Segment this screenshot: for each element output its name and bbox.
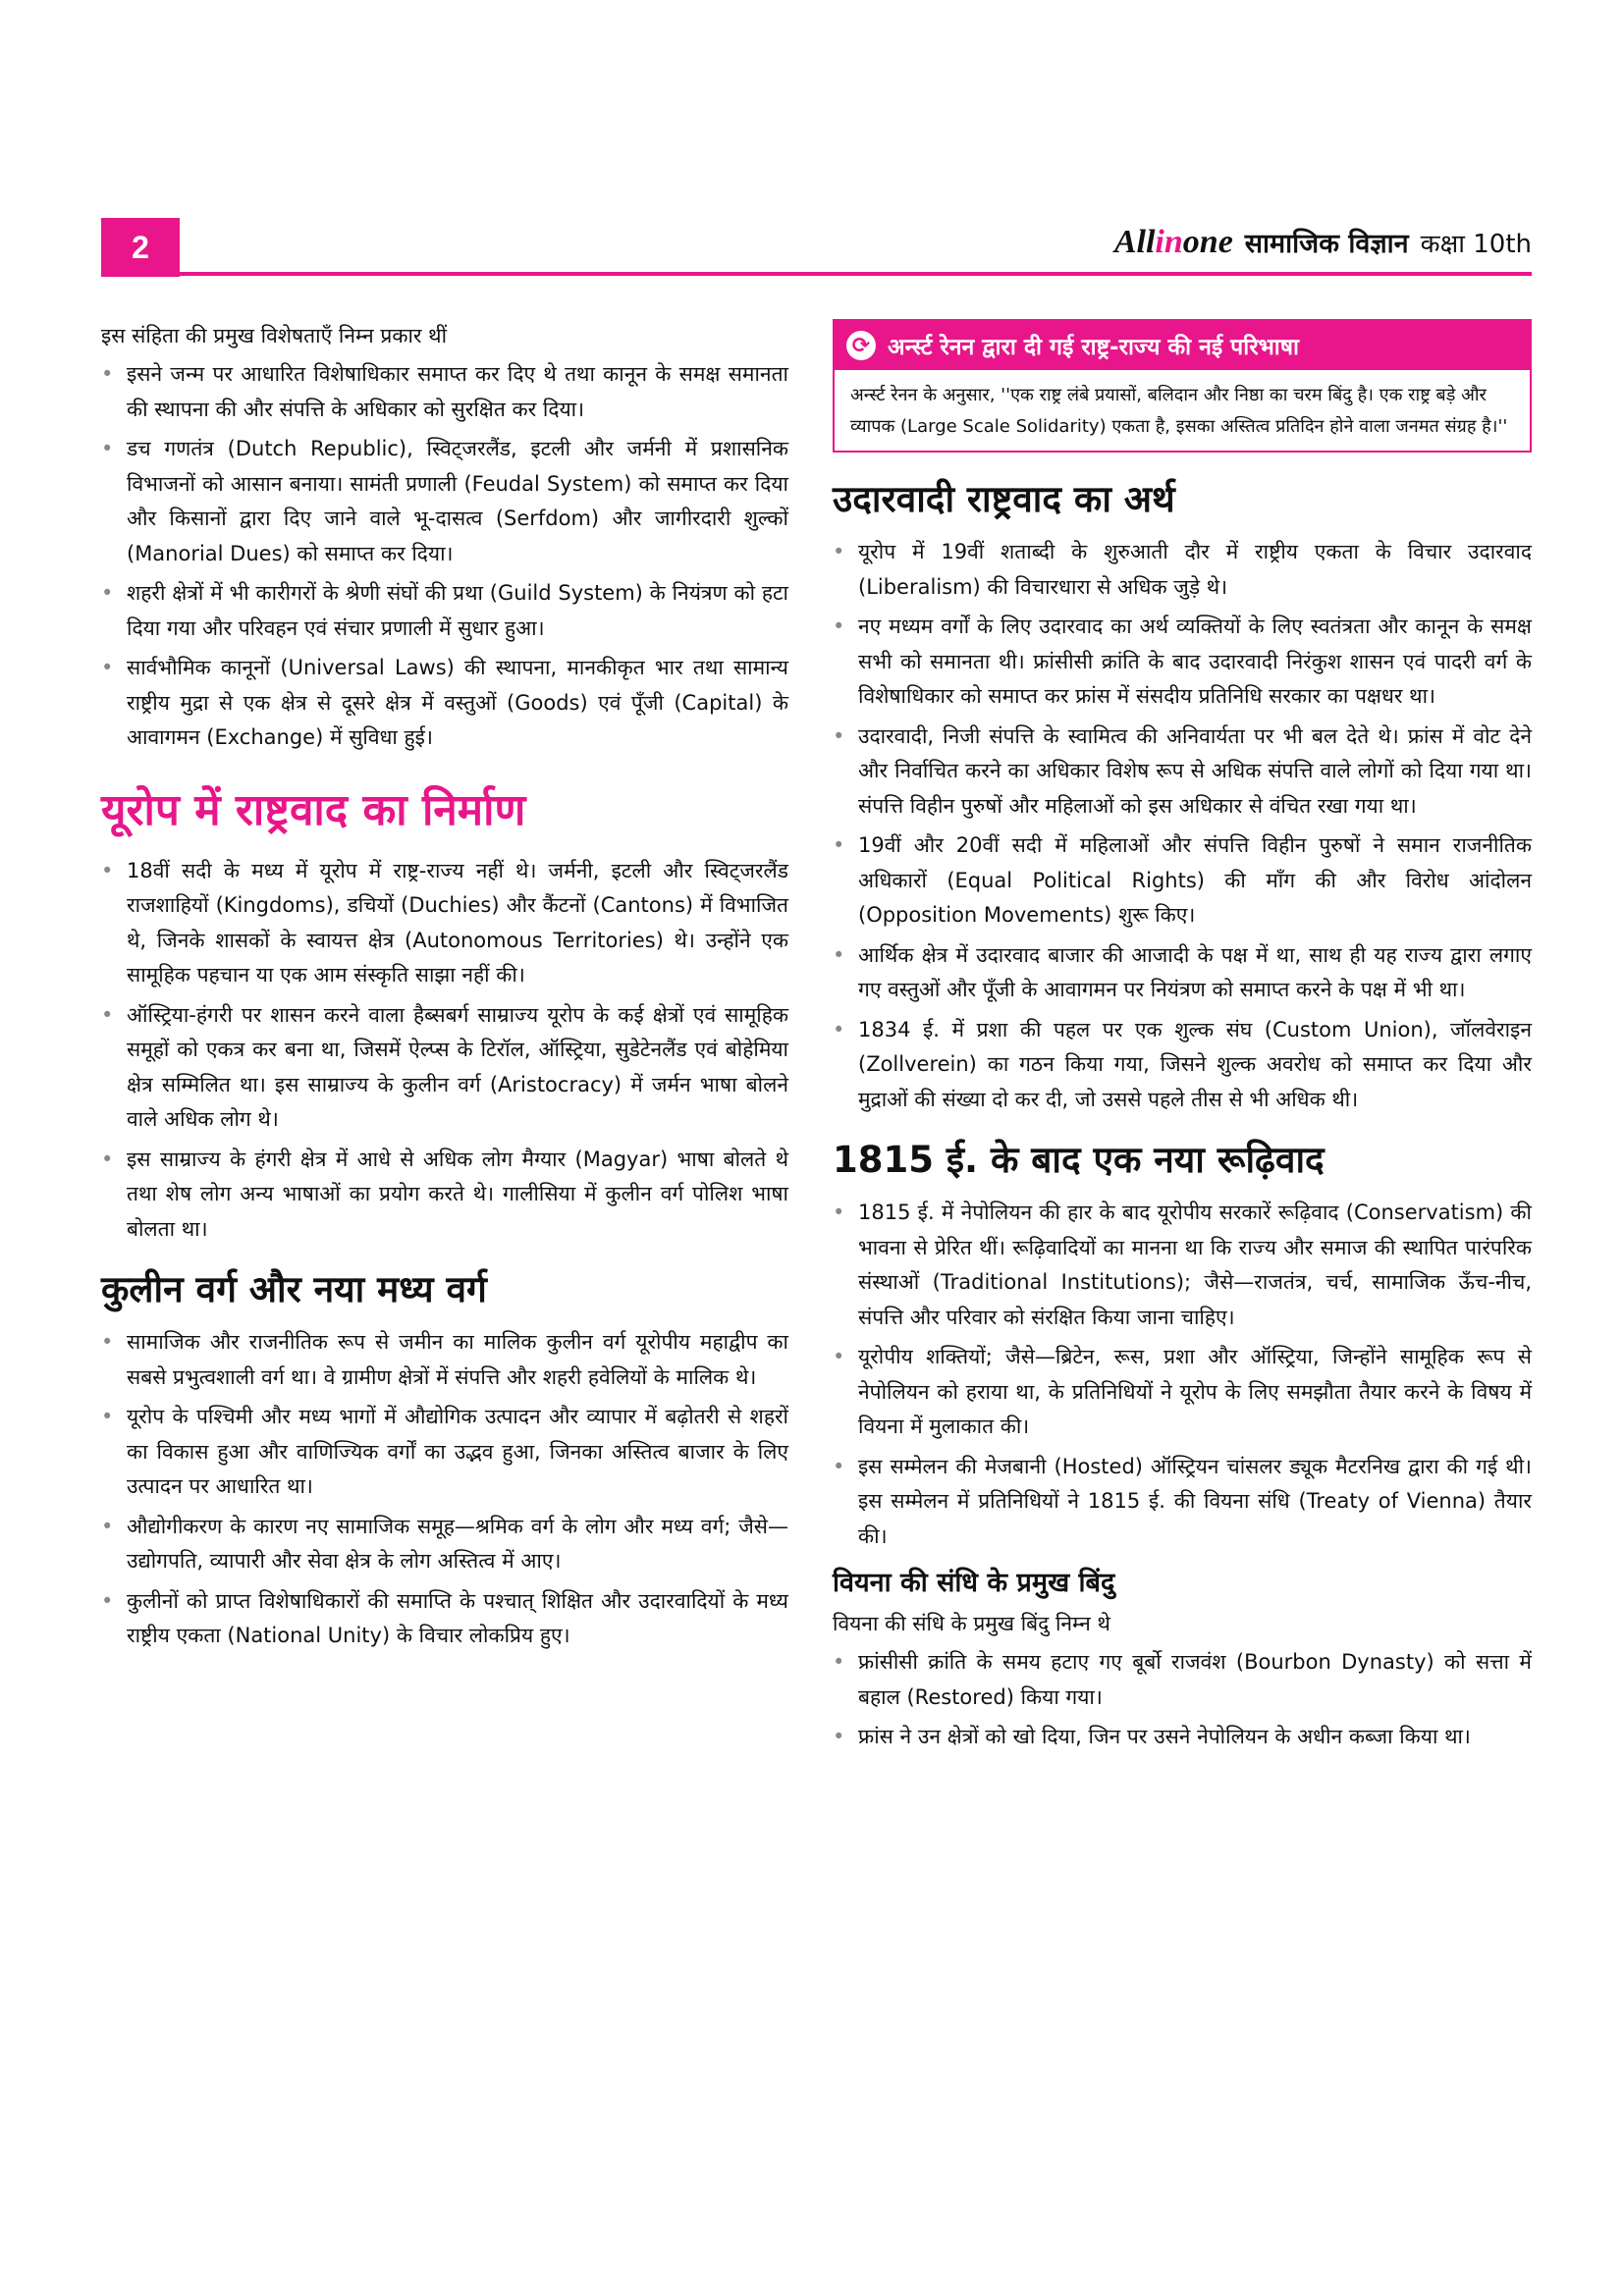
list-item: [833, 1340, 1532, 1445]
list-item: [833, 1196, 1532, 1335]
bullet-dot-icon: •: [833, 614, 845, 638]
list-item-text: फ्रांस ने उन क्षेत्रों को खो दिया, जिन पर उसने नेपोलियन के अधीन कब्जा किया था।: [858, 1725, 1471, 1748]
list-item-text: उदारवादी, निजी संपत्ति के स्वामित्व की अनिवार्यता पर भी बल देते थे। फ्रांस में वोट देने और निर्वाचित करने का अधिकार विशेष रूप से अधिक संपत्ति वाले लोगों को दिया गया था। संपत्ति विहीन पुरुषों और महिलाओं को इस अधिकार से वंचित रखा गया था।: [858, 723, 1532, 818]
list-item: [101, 1510, 788, 1579]
right-column: [833, 319, 1532, 1760]
bullet-dot-icon: •: [833, 1650, 845, 1674]
section-title-vienna-treaty: वियना की संधि के प्रमुख बिंदु: [833, 1568, 1115, 1598]
box-title: ⟳ अर्न्स्ट रेनन द्वारा दी गई राष्ट्र-राज्य की नई परिभाषा: [835, 321, 1530, 370]
list-item: [101, 651, 788, 756]
vienna-points-list: [833, 1645, 1532, 1755]
list-item-text: सार्वभौमिक कानूनों (Universal Laws) की स्थापना, मानकीकृत भार तथा सामान्य राष्ट्रीय मुद्रा से एक क्षेत्र से दूसरे क्षेत्र में वस्तुओं (Goods) एवं पूँजी (Capital) के आवागमन (Exchange) में सुविधा हुई।: [127, 656, 788, 749]
left-column: [101, 319, 788, 1659]
bullet-dot-icon: •: [833, 833, 845, 857]
bullet-dot-icon: •: [101, 437, 114, 460]
bullet-dot-icon: •: [833, 1017, 845, 1041]
brand-logo: Allinone: [1113, 224, 1233, 260]
bullet-dot-icon: •: [833, 1725, 845, 1748]
list-item: [833, 1450, 1532, 1555]
section-title-aristocracy: कुलीन वर्ग और नया मध्य वर्ग: [101, 1268, 487, 1310]
bullet-dot-icon: •: [833, 1454, 845, 1478]
bullet-dot-icon: •: [833, 723, 845, 748]
list-item-text: 18वीं सदी के मध्य में यूरोप में राष्ट्र-राज्य नहीं थे। जर्मनी, इटली और स्विट्जरलैंड राजशाहियों (Kingdoms), डचियों (Duchies) और कैंटनों (Cantons) में विभाजित थे, जिनके शासकों के स्वायत्त क्षेत्र (Autonomous Territories) थे। उन्होंने एक सामूहिक पहचान या एक आम संस्कृति साझा नहीं की।: [127, 858, 788, 987]
bullet-dot-icon: •: [101, 1405, 114, 1428]
circle-arrow-icon: ⟳: [846, 331, 876, 360]
bullet-dot-icon: •: [833, 942, 845, 967]
section-title-nationalism-europe: यूरोप में राष्ट्रवाद का निर्माण: [101, 784, 526, 835]
bullet-dot-icon: •: [101, 1330, 114, 1354]
list-item: [101, 1143, 788, 1248]
aristocracy-points-list: [101, 1325, 788, 1654]
list-item: [101, 576, 788, 646]
bullet-dot-icon: •: [101, 858, 114, 882]
bullet-dot-icon: •: [101, 1588, 114, 1613]
list-item: [101, 357, 788, 427]
header-divider: [101, 272, 1532, 276]
list-item-text: नए मध्यम वर्गों के लिए उदारवाद का अर्थ व्यक्तियों के लिए स्वतंत्रता और कानून के समक्ष सभी को समानता थी। फ्रांसीसी क्रांति के बाद उदारवादी निरंकुश शासन एवं पादरी वर्ग के विशेषाधिकार को समाप्त कर फ्रांस में संसदीय प्रतिनिधि सरकार का पक्षधर था।: [858, 614, 1532, 708]
list-item-text: यूरोप में 19वीं शताब्दी के शुरुआती दौर में राष्ट्रीय एकता के विचार उदारवाद (Liberalism) की विचारधारा से अधिक जुड़े थे।: [858, 540, 1532, 599]
list-item: [833, 938, 1532, 1008]
list-item-text: औद्योगीकरण के कारण नए सामाजिक समूह—श्रमिक वर्ग के लोग और मध्य वर्ग; जैसे—उद्योगपति, व्यापारी और सेवा क्षेत्र के लोग अस्तित्व में आए।: [127, 1514, 788, 1573]
page-number: 2: [101, 218, 180, 277]
box-body: अर्न्स्ट रेनन के अनुसार, ''एक राष्ट्र लंबे प्रयासों, बलिदान और निष्ठा का चरम बिंदु है। एक राष्ट्र बड़े और व्यापक (Large Scale Solidarity) एकता है, इसका अस्तित्व प्रतिदिन होने वाला जनमत संग्रह है।'': [850, 385, 1508, 437]
vienna-intro: वियना की संधि के प्रमुख बिंदु निम्न थे: [833, 1612, 1110, 1635]
list-item: [833, 828, 1532, 934]
bullet-dot-icon: •: [101, 581, 114, 605]
class-label: कक्षा 10th: [1420, 230, 1532, 259]
renan-definition-box: [833, 319, 1532, 453]
code-points-list: [101, 357, 788, 756]
bullet-dot-icon: •: [833, 1345, 845, 1368]
bullet-dot-icon: •: [833, 1201, 845, 1224]
nationalism-points-list: [101, 854, 788, 1248]
section-title-conservatism: 1815 ई. के बाद एक नया रूढ़िवाद: [833, 1139, 1325, 1181]
list-item: [833, 610, 1532, 715]
list-item-text: आर्थिक क्षेत्र में उदारवाद बाजार की आजादी के पक्ष में था, साथ ही यह राज्य द्वारा लगाए गए वस्तुओं और पूँजी के आवागमन पर नियंत्रण को समाप्त करने के पक्ष में भी था।: [858, 942, 1532, 1001]
list-item: [101, 432, 788, 571]
list-item-text: 19वीं और 20वीं सदी में महिलाओं और संपत्ति विहीन पुरुषों ने समान राजनीतिक अधिकारों (Equal Political Rights) की माँग की और विरोध आंदोलन (Opposition Movements) शुरू किए।: [858, 833, 1532, 927]
subject-title: सामाजिक विज्ञान: [1244, 229, 1409, 259]
header-title: [1114, 224, 1532, 261]
bullet-dot-icon: •: [101, 656, 114, 679]
list-item-text: कुलीनों को प्राप्त विशेषाधिकारों की समाप्ति के पश्चात् शिक्षित और उदारवादियों के मध्य राष्ट्रीय एकता (National Unity) के विचार लोकप्रिय हुए।: [127, 1588, 788, 1647]
list-item-text: ऑस्ट्रिया-हंगरी पर शासन करने वाला हैब्सबर्ग साम्राज्य यूरोप के कई क्षेत्रों एवं सामूहिक समूहों को एकत्र कर बना था, जिसमें ऐल्प्स के टिरॉल, ऑस्ट्रिया, सुडेटेनलैंड एवं बोहेमिया क्षेत्र सम्मिलित था। इस साम्राज्य के कुलीन वर्ग (Aristocracy) में जर्मन भाषा बोलने वाले अधिक लोग थे।: [127, 1002, 788, 1131]
list-item-text: यूरोप के पश्चिमी और मध्य भागों में औद्योगिक उत्पादन और व्यापार में बढ़ोतरी से शहरों का विकास हुआ और वाणिज्यिक वर्गों का उद्भव हुआ, जिनका अस्तित्व बाजार के लिए उत्पादन पर आधारित था।: [127, 1405, 788, 1498]
section-title-liberal-nationalism: उदारवादी राष्ट्रवाद का अर्थ: [833, 478, 1175, 520]
list-item-text: फ्रांसीसी क्रांति के समय हटाए गए बूर्बो राजवंश (Bourbon Dynasty) को सत्ता में बहाल (Restored) किया गया।: [858, 1650, 1532, 1709]
conservatism-points-list: [833, 1196, 1532, 1554]
list-item: [833, 535, 1532, 605]
bullet-dot-icon: •: [101, 362, 114, 386]
list-item-text: डच गणतंत्र (Dutch Republic), स्विट्जरलैंड, इटली और जर्मनी में प्रशासनिक विभाजनों को आसान बनाया। सामंती प्रणाली (Feudal System) को समाप्त कर दिया और किसानों द्वारा दिए जाने वाले भू-दासत्व (Serfdom) और जागीरदारी शुल्कों (Manorial Dues) को समाप्त कर दिया।: [127, 437, 788, 565]
code-intro: इस संहिता की प्रमुख विशेषताएँ निम्न प्रकार थीं: [101, 324, 448, 347]
list-item: [833, 1013, 1532, 1118]
list-item-text: 1815 ई. में नेपोलियन की हार के बाद यूरोपीय सरकारें रूढ़िवाद (Conservatism) की भावना से प्रेरित थीं। रूढ़िवादियों का मानना था कि राज्य और समाज की स्थापित पारंपरिक संस्थाओं (Traditional Institutions); जैसे—राजतंत्र, चर्च, सामाजिक ऊँच-नीच, संपत्ति और परिवार को संरक्षित किया जाना चाहिए।: [858, 1201, 1532, 1329]
list-item: [101, 998, 788, 1138]
list-item: [101, 854, 788, 993]
list-item: [101, 1325, 788, 1395]
list-item-text: यूरोपीय शक्तियों; जैसे—ब्रिटेन, रूस, प्रशा और ऑस्ट्रिया, जिन्होंने सामूहिक रूप से नेपोलियन को हराया था, के प्रतिनिधियों ने यूरोप के लिए समझौता तैयार करने के विषय में वियना में मुलाकात की।: [858, 1345, 1532, 1438]
page-header: [101, 218, 1532, 277]
list-item: [833, 1645, 1532, 1715]
list-item-text: सामाजिक और राजनीतिक रूप से जमीन का मालिक कुलीन वर्ग यूरोपीय महाद्वीप का सबसे प्रभुत्वशाली वर्ग था। वे ग्रामीण क्षेत्रों में संपत्ति और शहरी हवेलियों के मालिक थे।: [127, 1330, 788, 1389]
list-item: [101, 1400, 788, 1505]
list-item-text: इस सम्मेलन की मेजबानी (Hosted) ऑस्ट्रियन चांसलर ड्यूक मैटरनिख द्वारा की गई थी। इस सम्मेलन में प्रतिनिधियों ने 1815 ई. की वियना संधि (Treaty of Vienna) तैयार की।: [858, 1454, 1532, 1548]
bullet-dot-icon: •: [833, 540, 845, 563]
liberal-points-list: [833, 535, 1532, 1117]
bullet-dot-icon: •: [101, 1147, 114, 1171]
list-item-text: 1834 ई. में प्रशा की पहल पर एक शुल्क संघ (Custom Union), जॉलवेराइन (Zollverein) का गठन किया गया, जिसने शुल्क अवरोध को समाप्त कर दिया और मुद्राओं की संख्या दो कर दी, जो उससे पहले तीस से भी अधिक थी।: [858, 1017, 1532, 1111]
list-item-text: शहरी क्षेत्रों में भी कारीगरों के श्रेणी संघों की प्रथा (Guild System) के नियंत्रण को हटा दिया गया और परिवहन एवं संचार प्रणाली में सुधार हुआ।: [127, 581, 788, 640]
list-item-text: इसने जन्म पर आधारित विशेषाधिकार समाप्त कर दिए थे तथा कानून के समक्ष समानता की स्थापना की और संपत्ति के अधिकार को सुरक्षित कर दिया।: [127, 362, 788, 421]
bullet-dot-icon: •: [101, 1002, 114, 1027]
list-item: [833, 720, 1532, 825]
bullet-dot-icon: •: [101, 1514, 114, 1538]
list-item: [101, 1584, 788, 1654]
list-item: [833, 1720, 1532, 1755]
list-item-text: इस साम्राज्य के हंगरी क्षेत्र में आधे से अधिक लोग मैग्यार (Magyar) भाषा बोलते थे तथा शेष लोग अन्य भाषाओं का प्रयोग करते थे। गालीसिया में कुलीन वर्ग पोलिश भाषा बोलता था।: [127, 1147, 788, 1241]
